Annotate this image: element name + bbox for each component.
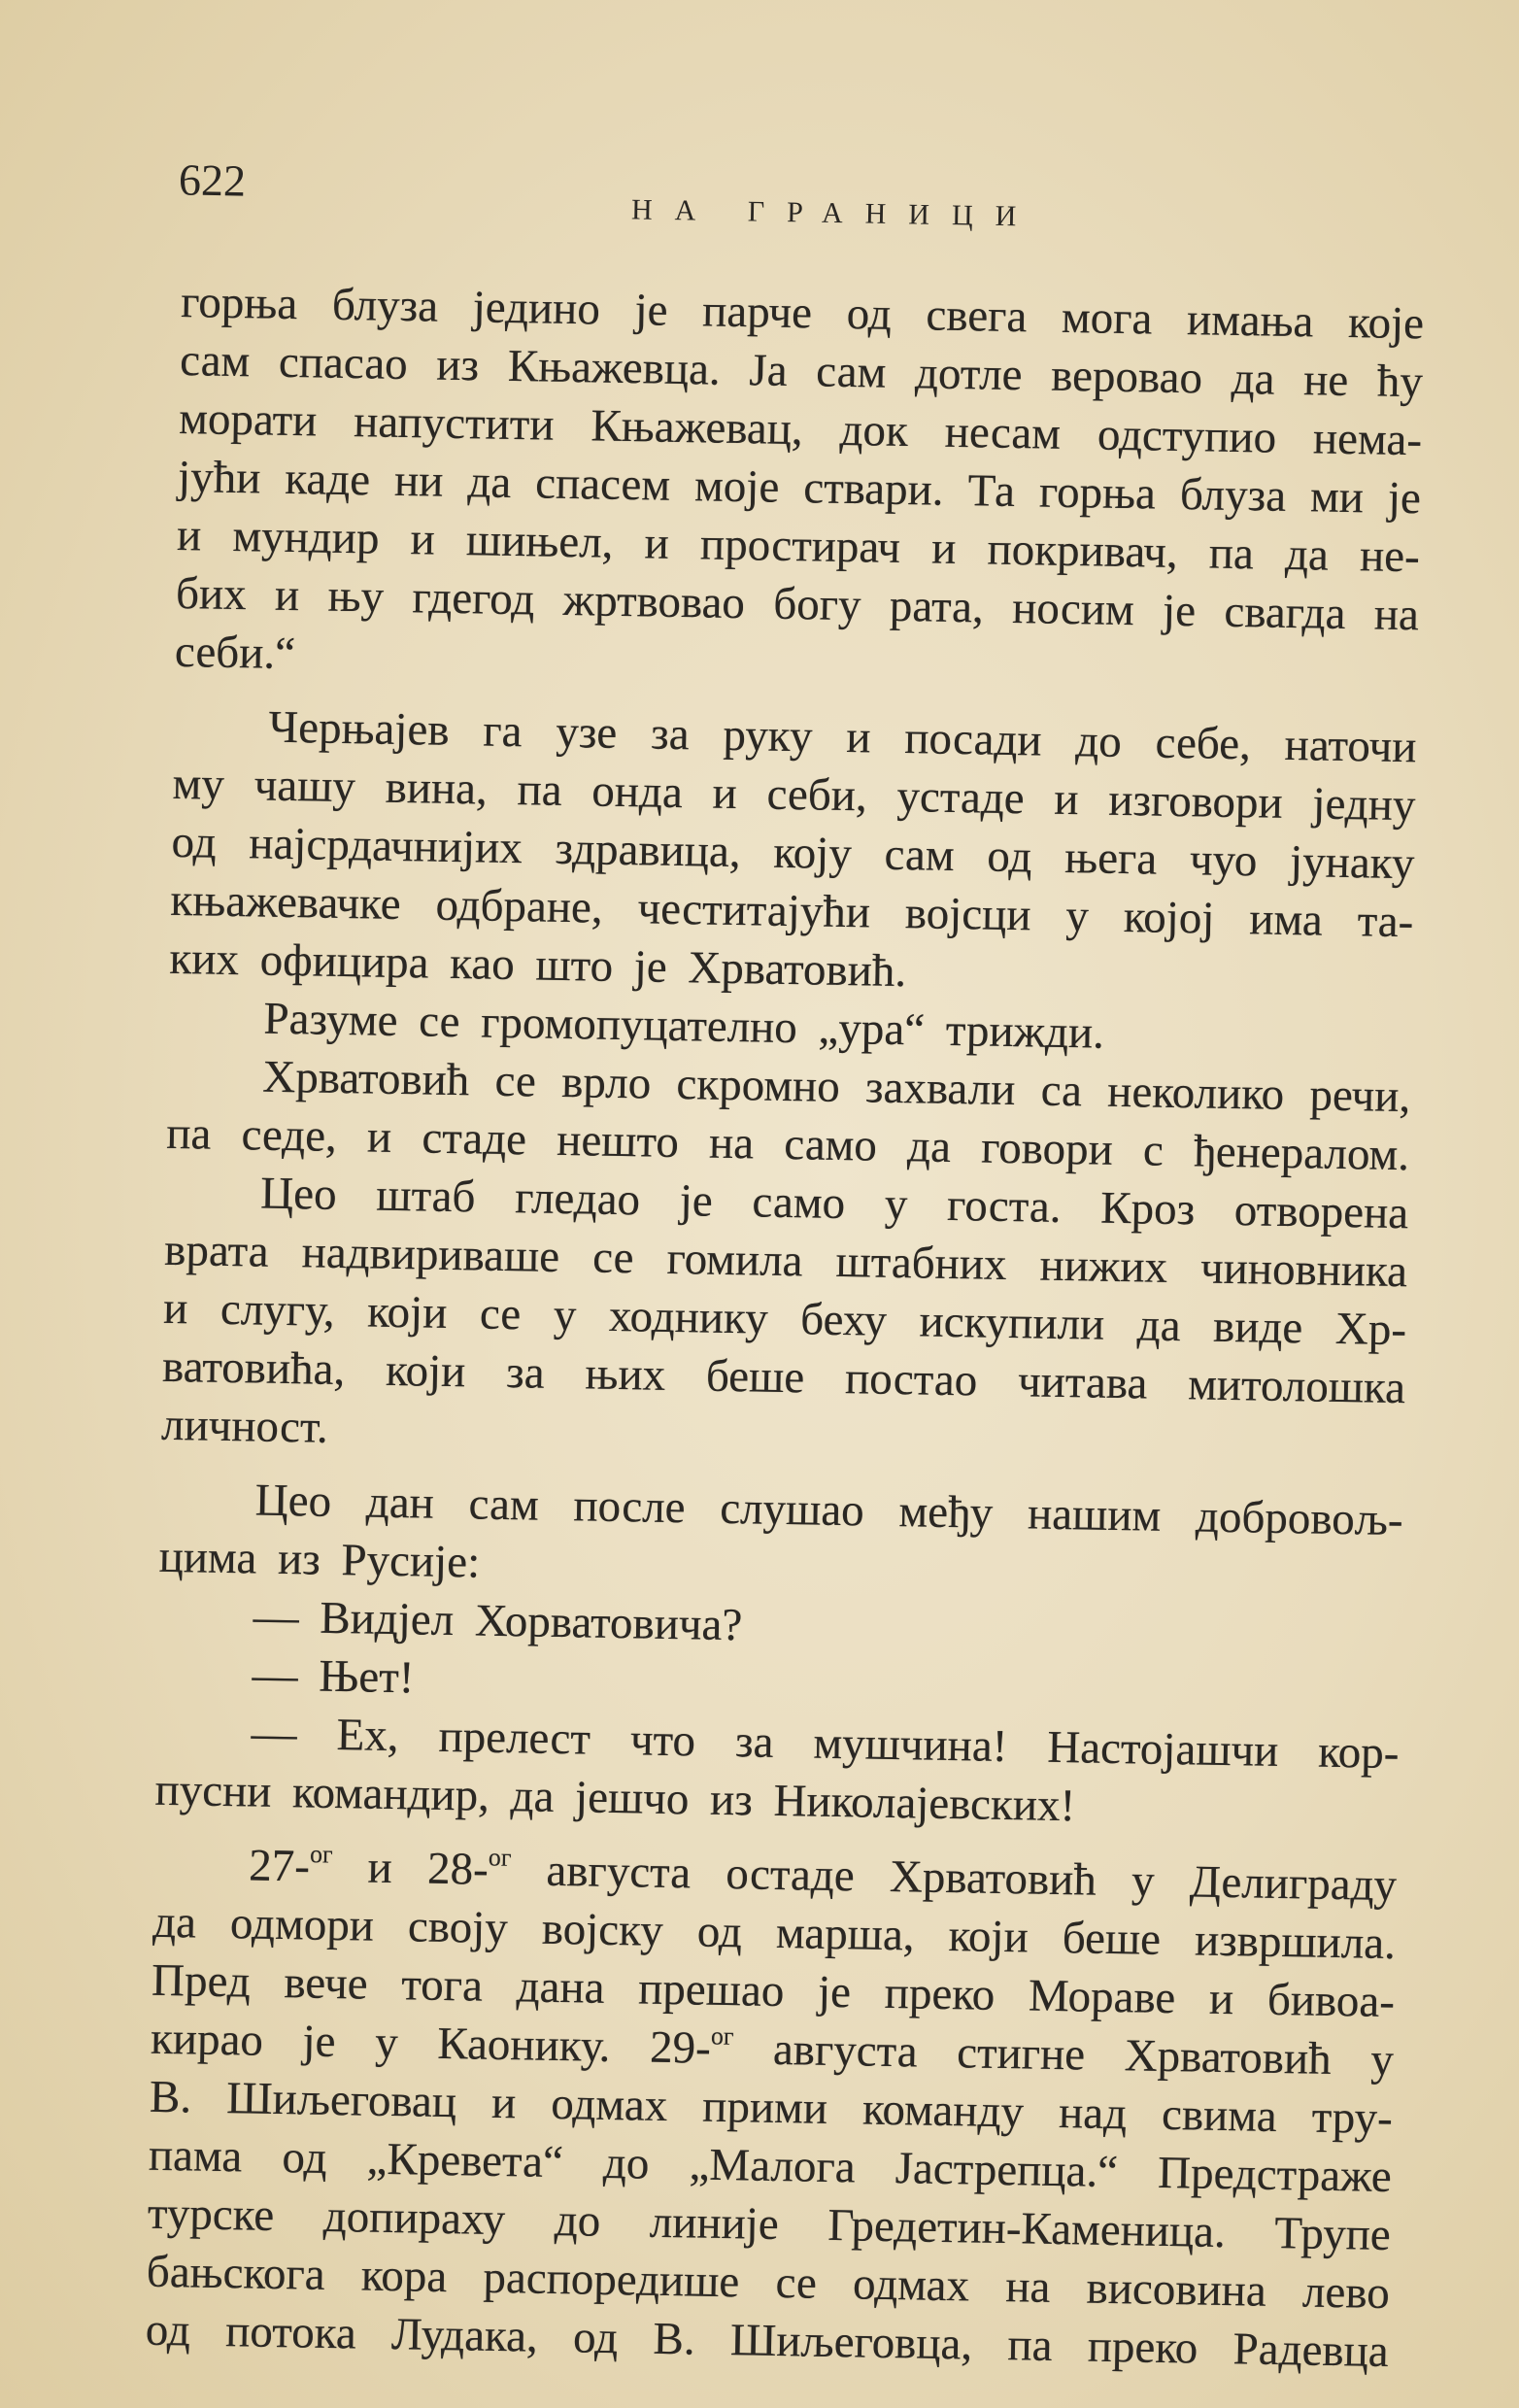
word: који	[385, 1344, 466, 1398]
word: В.	[149, 2071, 192, 2123]
word: од	[696, 1906, 743, 1958]
word: узе	[555, 706, 618, 759]
word: Књажевац,	[591, 400, 804, 456]
word: да	[906, 1121, 952, 1172]
word: из	[435, 339, 480, 391]
word: себи.“	[174, 626, 296, 680]
word: Хрватовић	[1124, 2030, 1333, 2085]
word: у	[553, 1289, 577, 1341]
word: В.	[653, 2313, 696, 2365]
word: висовина	[1086, 2262, 1267, 2317]
word: Шиљеговца,	[729, 2315, 973, 2370]
word: и	[1053, 773, 1080, 826]
word: добровољ-	[1195, 1491, 1403, 1546]
word: од	[171, 816, 218, 868]
word: надвириваше	[301, 1227, 560, 1282]
word: носим	[1011, 582, 1135, 636]
word: на	[1004, 2261, 1051, 2313]
word: да	[510, 1771, 555, 1822]
word: чашу	[253, 760, 356, 813]
word: је	[634, 285, 668, 336]
word: Јастрепца.“	[895, 2143, 1119, 2198]
word: да	[152, 1896, 197, 1949]
word: с	[1142, 1125, 1165, 1176]
word: горња	[180, 276, 298, 330]
word: себи,	[766, 768, 868, 822]
word: та-	[1357, 896, 1414, 948]
word: је	[679, 1175, 714, 1227]
word: ходнику	[608, 1290, 769, 1344]
word: бивоа-	[1266, 1974, 1396, 2028]
word: извршила.	[1194, 1915, 1397, 1970]
word: као	[449, 937, 516, 991]
word: од	[145, 2304, 191, 2357]
word: је	[1162, 585, 1197, 637]
word: захвали	[864, 1062, 1016, 1116]
word: Ја	[748, 345, 789, 396]
word: гледао	[514, 1172, 641, 1226]
word: —	[253, 1591, 300, 1644]
word: једну	[1312, 778, 1416, 831]
word: штабних	[835, 1236, 1007, 1290]
word: се	[591, 1232, 634, 1284]
word: что	[629, 1714, 696, 1767]
word: ствари.	[802, 462, 945, 516]
word: чуо	[1189, 834, 1258, 887]
word: искупили	[919, 1296, 1105, 1350]
word: Николајевских!	[773, 1775, 1076, 1832]
word: Черњајев	[268, 701, 450, 756]
word: врата	[163, 1224, 270, 1277]
word: за	[734, 1716, 774, 1768]
word: из	[277, 1533, 321, 1585]
word: каде	[284, 453, 371, 506]
word: Њет!	[318, 1650, 415, 1704]
word: за	[650, 708, 691, 761]
word: одмах	[852, 2258, 970, 2312]
word: у	[1064, 890, 1090, 942]
word: на	[1373, 589, 1420, 641]
paragraph	[145, 1835, 1397, 2381]
word: устаде	[896, 770, 1026, 825]
word: преко	[884, 1967, 996, 2020]
word: —	[252, 1649, 299, 1702]
word: беху	[799, 1294, 888, 1346]
word: јући	[177, 451, 261, 504]
word: је	[633, 941, 668, 993]
word: „Малога	[689, 2139, 857, 2193]
word: „ура“	[818, 1002, 926, 1056]
word: команду	[861, 2084, 1025, 2138]
word: стаде	[422, 1112, 527, 1166]
word: и	[930, 523, 957, 574]
word: свима	[1161, 2088, 1278, 2142]
word: свега	[926, 289, 1028, 343]
word: Пред	[151, 1954, 252, 2008]
word: имања	[1186, 294, 1314, 348]
word: и	[644, 518, 670, 569]
word: митолошка	[1187, 1359, 1406, 1414]
word: Шиљеговац	[225, 2073, 457, 2128]
word: штаб	[375, 1170, 476, 1223]
word: прешао	[637, 1963, 785, 2018]
word: простирач	[699, 519, 901, 573]
word: своју	[407, 1901, 509, 1954]
word: Хрватовић.	[688, 942, 907, 998]
word: тога	[400, 1959, 484, 2012]
word: Мораве	[1028, 1970, 1176, 2024]
word: да	[1136, 1300, 1182, 1352]
word: бањскога	[146, 2246, 326, 2300]
word: у	[374, 2017, 399, 2069]
word: врло	[560, 1056, 652, 1109]
word: блуза	[1179, 468, 1287, 522]
word: —	[251, 1708, 298, 1760]
word: и	[490, 2077, 517, 2129]
word: Та	[967, 465, 1016, 518]
word: турске	[147, 2188, 275, 2241]
word: одмори	[229, 1898, 375, 1951]
word: парче	[701, 286, 813, 339]
word: и	[410, 514, 436, 565]
word: беше	[1062, 1913, 1162, 1965]
word: од	[282, 2132, 327, 2184]
word: и	[366, 1111, 392, 1163]
word: њих	[585, 1348, 666, 1401]
word: је	[817, 1966, 852, 2018]
word: у	[1131, 1855, 1156, 1907]
word: књажевачке	[170, 874, 402, 931]
word: једино	[472, 282, 601, 335]
word: за	[505, 1347, 546, 1399]
word: који	[366, 1286, 448, 1339]
word: и	[176, 509, 202, 561]
word: Каонику.	[436, 2018, 611, 2072]
word: њу	[327, 570, 385, 623]
word: који	[948, 1911, 1030, 1963]
word: ких	[169, 933, 240, 986]
word: морати	[178, 392, 318, 447]
word: шињел,	[465, 515, 614, 568]
word: Хрватовић	[261, 1051, 470, 1106]
word: па	[165, 1107, 212, 1160]
word: и	[274, 569, 300, 622]
word: слугу,	[219, 1283, 336, 1337]
word: линије	[649, 2196, 780, 2251]
word: до	[1074, 716, 1123, 767]
word: што	[535, 939, 614, 992]
word: војсци	[904, 888, 1031, 941]
word: ђенералом.	[1193, 1126, 1410, 1181]
word: одмах	[550, 2078, 668, 2132]
word: рата,	[889, 580, 985, 633]
word: у	[1369, 2034, 1395, 2086]
word: да	[1284, 528, 1330, 581]
word: честитајући	[637, 883, 871, 938]
word: Хорватовича?	[474, 1595, 743, 1651]
word: сам	[179, 334, 251, 388]
word: на	[708, 1117, 755, 1170]
word: августа	[772, 2023, 919, 2078]
word: па	[1007, 2320, 1053, 2371]
word: жртвовао	[562, 574, 746, 629]
word: гдегод	[412, 572, 535, 626]
word: трижди.	[945, 1004, 1105, 1059]
word: вече	[284, 1957, 369, 2010]
word: нижих	[1039, 1239, 1168, 1293]
word: лево	[1301, 2266, 1391, 2320]
word: мушчина!	[813, 1717, 1008, 1773]
word: дана	[516, 1961, 605, 2014]
word: прими	[701, 2081, 828, 2134]
word: распоредише	[483, 2252, 740, 2308]
word: мундир	[232, 510, 380, 564]
word: дан	[365, 1476, 435, 1529]
word: нешто	[556, 1114, 680, 1169]
paragraph	[166, 1046, 1411, 1184]
word: читава	[1017, 1356, 1148, 1409]
word: док	[839, 404, 909, 458]
word: само	[783, 1118, 878, 1171]
word: 27-$^{ог}$	[248, 1840, 333, 1892]
word: спасао	[278, 336, 409, 390]
word: руку	[722, 709, 813, 763]
word: и	[1208, 1973, 1234, 2025]
running-head: НА ГРАНИЦИ	[630, 193, 1039, 233]
word: Русије:	[341, 1535, 481, 1588]
word: неколико	[1106, 1066, 1285, 1120]
word: 28-$^{ог}$	[426, 1843, 512, 1895]
word: и	[712, 767, 738, 820]
word: од	[846, 288, 893, 340]
word: најсрдачнијих	[248, 818, 523, 874]
word: да	[467, 457, 512, 508]
word: до	[554, 2195, 601, 2247]
word: изговори	[1107, 774, 1284, 829]
word: над	[1058, 2087, 1128, 2140]
word: потока	[224, 2306, 357, 2359]
word: ватовића,	[161, 1340, 346, 1396]
word: цима	[158, 1531, 257, 1584]
word: само	[752, 1176, 846, 1230]
word: у	[884, 1178, 908, 1231]
dialogue-line	[154, 1703, 1400, 1841]
word: и	[162, 1282, 188, 1335]
word: онда	[591, 765, 684, 819]
word: од	[572, 2312, 619, 2364]
word: се	[775, 2256, 818, 2309]
word: веровао	[1050, 350, 1203, 404]
word: је	[302, 2016, 336, 2068]
word: га	[482, 705, 523, 758]
word: којој	[1123, 892, 1215, 944]
word: богу	[772, 578, 861, 631]
word: горња	[1038, 466, 1157, 520]
word: скромно	[676, 1059, 841, 1112]
body-text	[145, 273, 1424, 2381]
word: из	[709, 1774, 754, 1826]
word: одступио	[1097, 409, 1277, 463]
word: међу	[898, 1486, 994, 1539]
word: Књажевца.	[507, 340, 722, 395]
word: њега	[1063, 831, 1158, 885]
word: има	[1248, 894, 1324, 946]
word: не	[1302, 355, 1349, 406]
word: отворена	[1233, 1185, 1409, 1239]
word: од	[986, 831, 1032, 883]
ordinal-suffix: ог	[309, 1840, 333, 1869]
ordinal-suffix: ог	[488, 1843, 512, 1872]
page-number: 622	[178, 154, 247, 206]
word: Цео	[259, 1168, 338, 1220]
word: јунаку	[1289, 836, 1415, 890]
word: јешчо	[574, 1772, 690, 1825]
word: несам	[944, 406, 1062, 459]
word: нема-	[1312, 413, 1423, 466]
word: Радевца	[1232, 2323, 1390, 2378]
word: марша,	[775, 1907, 916, 1961]
word: стигне	[956, 2027, 1086, 2081]
word: коју	[772, 827, 853, 880]
word: и	[845, 712, 871, 763]
ordinal-suffix: ог	[710, 2021, 734, 2051]
word: Хрватовић	[889, 1850, 1097, 1906]
word: пусни	[154, 1764, 272, 1817]
word: се	[418, 996, 460, 1048]
word: блуза	[331, 279, 439, 332]
word: здравица,	[555, 823, 742, 878]
word: дотле	[914, 348, 1023, 401]
word: до	[602, 2137, 650, 2189]
word: официра	[259, 934, 429, 989]
word: Разуме	[263, 993, 398, 1046]
word: говори	[980, 1122, 1114, 1175]
word: постао	[844, 1353, 978, 1407]
word: после	[573, 1480, 686, 1534]
paragraph	[169, 696, 1417, 1009]
word: преко	[1087, 2321, 1198, 2374]
word: да	[1231, 353, 1275, 405]
word: чиновника	[1199, 1242, 1408, 1298]
paragraph	[175, 273, 1425, 702]
word: Предстраже	[1157, 2147, 1393, 2203]
word: Видјел	[319, 1592, 455, 1646]
word: кор-	[1317, 1726, 1400, 1780]
word: беше	[705, 1350, 805, 1404]
paragraph	[161, 1163, 1409, 1475]
word: моје	[693, 460, 780, 513]
word: посади	[903, 713, 1042, 766]
word: громопуцателно	[480, 997, 798, 1054]
word: се	[494, 1055, 537, 1107]
word: Настојашчи	[1046, 1721, 1279, 1777]
word: Делиграду	[1189, 1856, 1398, 1912]
word: је	[1387, 472, 1422, 525]
word: Хр-	[1334, 1303, 1407, 1356]
word: се	[479, 1288, 522, 1340]
word: Цео	[254, 1475, 332, 1527]
word: Лудака,	[390, 2309, 539, 2362]
word: речи,	[1309, 1069, 1411, 1123]
word: не-	[1359, 530, 1421, 583]
word: које	[1347, 296, 1425, 350]
word: па	[1208, 527, 1255, 580]
word: кирао	[150, 2013, 264, 2066]
word: и	[367, 1842, 393, 1894]
word: тру-	[1311, 2091, 1394, 2145]
word: ми	[1309, 471, 1365, 524]
word: напустити	[353, 396, 555, 451]
word: сам	[468, 1478, 540, 1531]
word: „Кревета“	[366, 2133, 564, 2188]
word: ћу	[1376, 356, 1424, 408]
word: себе,	[1155, 717, 1252, 770]
word: прелест	[438, 1711, 591, 1765]
word: па	[517, 764, 563, 816]
word: нашим	[1027, 1488, 1162, 1542]
word: госта.	[946, 1179, 1062, 1233]
word: 29-$^{ог}$	[649, 2021, 734, 2074]
word: личност.	[160, 1399, 329, 1453]
word: вина,	[385, 762, 489, 815]
word: војску	[541, 1903, 664, 1956]
word: Ех,	[336, 1710, 400, 1762]
word: Трупе	[1273, 2207, 1392, 2261]
word: седе,	[241, 1109, 338, 1162]
word: свагда	[1224, 586, 1346, 639]
word: допираху	[322, 2190, 506, 2246]
word: бих	[175, 567, 248, 621]
paragraph	[158, 1470, 1403, 1608]
word: покривач,	[987, 524, 1179, 578]
word: му	[172, 758, 225, 810]
word: ни	[393, 455, 444, 507]
word: кора	[360, 2250, 448, 2303]
word: Гредетин-Каменица.	[827, 2199, 1227, 2258]
word: Кроз	[1099, 1182, 1196, 1236]
word: виде	[1212, 1301, 1303, 1354]
word: пама	[148, 2129, 243, 2183]
word: августа	[546, 1845, 692, 1899]
word: командир,	[291, 1767, 490, 1821]
word: одбране,	[435, 879, 604, 933]
word: мога	[1061, 291, 1153, 345]
word: спасем	[534, 458, 671, 511]
word: наточи	[1284, 719, 1417, 773]
word: сам	[884, 829, 956, 881]
word: гомила	[666, 1233, 803, 1287]
word: слушао	[719, 1482, 865, 1537]
word: сам	[815, 346, 887, 398]
word: остаде	[725, 1848, 856, 1902]
word: са	[1040, 1065, 1083, 1117]
